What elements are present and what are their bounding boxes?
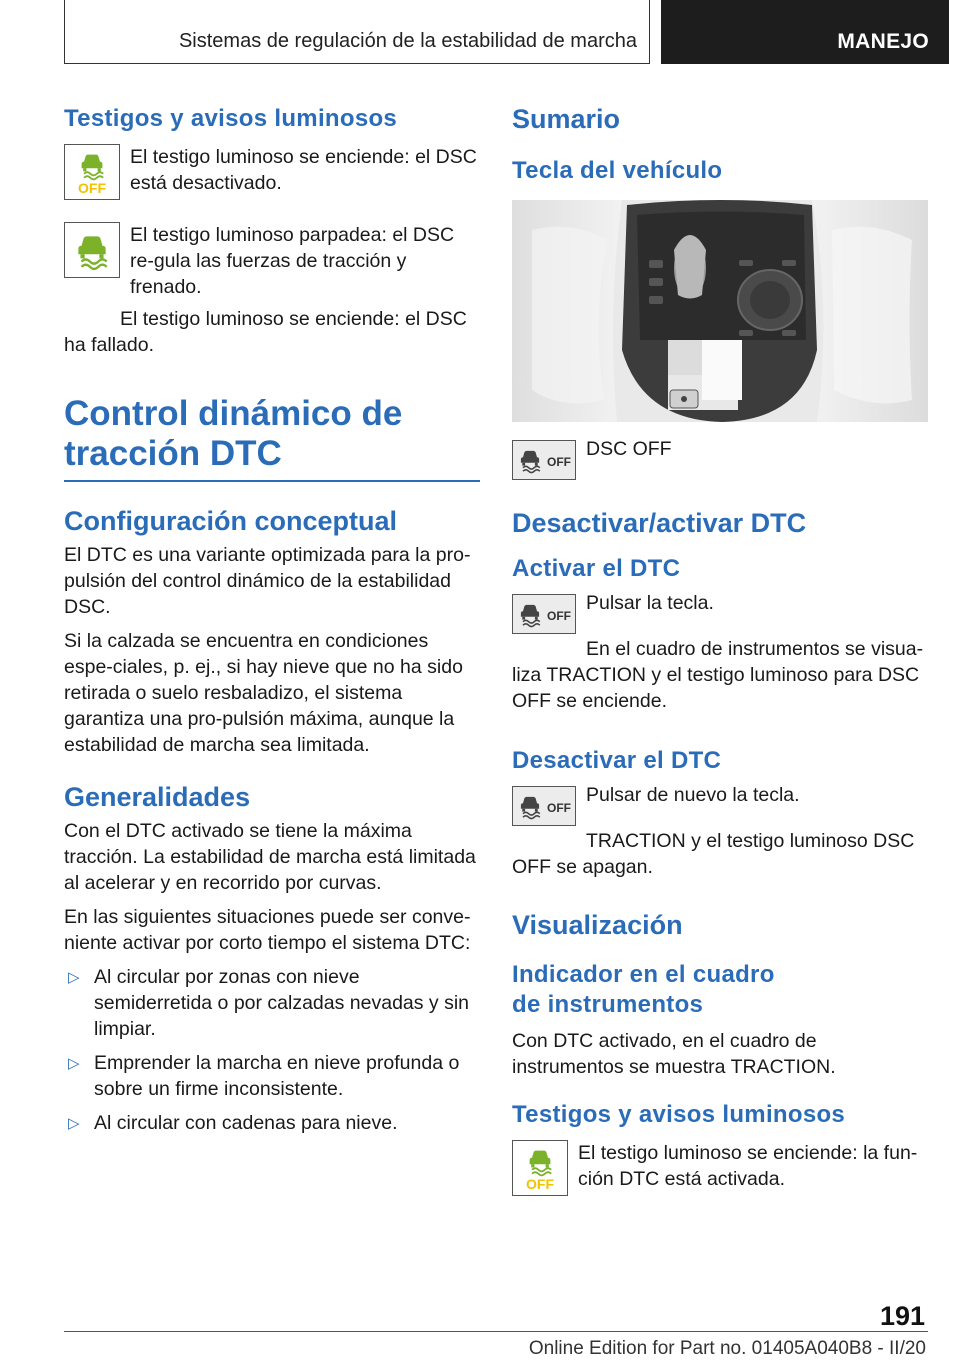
list-item: ▷ Emprender la marcha en nieve profunda o sobre un firme inconsistente. (68, 1052, 460, 1100)
dsc-off-key-icon (512, 786, 576, 826)
header-section-label: MANEJO (837, 30, 929, 53)
situations-list (64, 964, 480, 1136)
footer-edition: Online Edition for Part no. 01405A040B8 - II/20 (528, 1338, 926, 1359)
desactivar-result: TRACTION y el testigo luminoso DSC OFF se apagan. (512, 830, 915, 878)
left-column (64, 100, 480, 1136)
icon-off-text: OFF (78, 180, 106, 195)
page-number: 191 (879, 1301, 925, 1331)
main-title: Control dinámico de tracción DTC (64, 394, 480, 482)
dtc-active-warning-icon (512, 1140, 568, 1196)
dsc-active-warning-icon (64, 222, 120, 278)
svg-text:OFF: OFF (547, 455, 571, 469)
bullet-triangle-icon: ▷ (68, 1115, 80, 1132)
dsc-off-key-icon (512, 594, 576, 634)
desactivar-activar-heading: Desactivar/activar DTC (512, 508, 807, 538)
right-column (512, 100, 928, 1196)
svg-text:OFF: OFF (547, 801, 571, 815)
list-item: ▷ Al circular con cadenas para nieve. (64, 1110, 480, 1136)
dsc-off-key-row (512, 440, 928, 480)
testigo-row-1 (64, 144, 480, 200)
activar-step: Pulsar la tecla. (586, 592, 714, 614)
dsc-off-key-icon (512, 440, 576, 480)
general-paragraph-1: Con el DTC activado se tiene la máxima tracción. La estabilidad de marcha está limitada al acelerar y en recorrido por curvas. (64, 820, 476, 894)
desactivar-heading: Desactivar el DTC (512, 747, 722, 774)
list-item: ▷ Al circular por zonas con nieve semiderretida o por calzadas nevadas y sin limpiar. (68, 966, 470, 1040)
bullet-triangle-icon: ▷ (68, 1055, 80, 1072)
bullet-triangle-icon: ▷ (68, 969, 80, 986)
desactivar-step: Pulsar de nuevo la tecla. (586, 784, 800, 806)
visualizacion-heading: Visualización (512, 910, 683, 940)
sumario-heading: Sumario (512, 104, 621, 134)
svg-text:OFF: OFF (526, 1176, 554, 1191)
dsc-off-label: DSC OFF (586, 438, 672, 460)
activar-result: En el cuadro de instrumentos se visua-liza TRACTION y el testigo luminoso para DSC OFF se enciende. (512, 638, 924, 712)
dtc-testigo-row (512, 1140, 928, 1196)
header-title: Sistemas de regulación de la estabilidad de marcha (178, 30, 637, 52)
testigo-text-3: El testigo luminoso se enciende: el DSC ha fallado. (64, 308, 467, 356)
testigo-row-2 (64, 222, 480, 300)
general-heading: Generalidades (64, 782, 251, 812)
testigo-text-2: El testigo luminoso parpadea: el DSC re-gula las fuerzas de tracción y frenado. (130, 224, 455, 298)
desactivar-step-row (512, 778, 928, 826)
dtc-testigo-text: El testigo luminoso se enciende: la fun-ción DTC está activada. (578, 1142, 918, 1190)
svg-text:OFF: OFF (547, 609, 571, 623)
indicador-text: Con DTC activado, en el cuadro de instrumentos se muestra TRACTION. (512, 1030, 836, 1078)
concept-paragraph-1: El DTC es una variante optimizada para la pro-pulsión del control dinámico de la estabilidad DSC. (64, 544, 471, 618)
header-title-box (64, 0, 650, 64)
concept-heading: Configuración conceptual (64, 506, 398, 536)
footer-rule (64, 1331, 928, 1332)
general-paragraph-2: En las siguientes situaciones puede ser conve-niente activar por corto tiempo el sistema DTC: (64, 906, 471, 954)
testigo-text-1: El testigo luminoso se enciende: el DSC está desactivado. (130, 146, 477, 194)
header-section-tab (661, 0, 949, 64)
tecla-heading: Tecla del vehículo (512, 157, 723, 184)
indicador-heading: Indicador en el cuadro de instrumentos (512, 961, 775, 1018)
activar-step-row (512, 586, 928, 634)
activar-heading: Activar el DTC (512, 555, 681, 582)
testigos-heading-right: Testigos y avisos luminosos (512, 1101, 846, 1128)
center-console-photo (512, 200, 928, 422)
testigos-heading-left: Testigos y avisos luminosos (64, 105, 398, 132)
concept-paragraph-2: Si la calzada se encuentra en condiciones espe-ciales, p. ej., si hay nieve que no ha sido retirada o suelo resbaladizo, el sistema garantiza una pro-pulsión máxima, aunque la estabilidad de marcha sea limitada. (64, 630, 463, 756)
dsc-off-warning-icon (64, 144, 120, 200)
